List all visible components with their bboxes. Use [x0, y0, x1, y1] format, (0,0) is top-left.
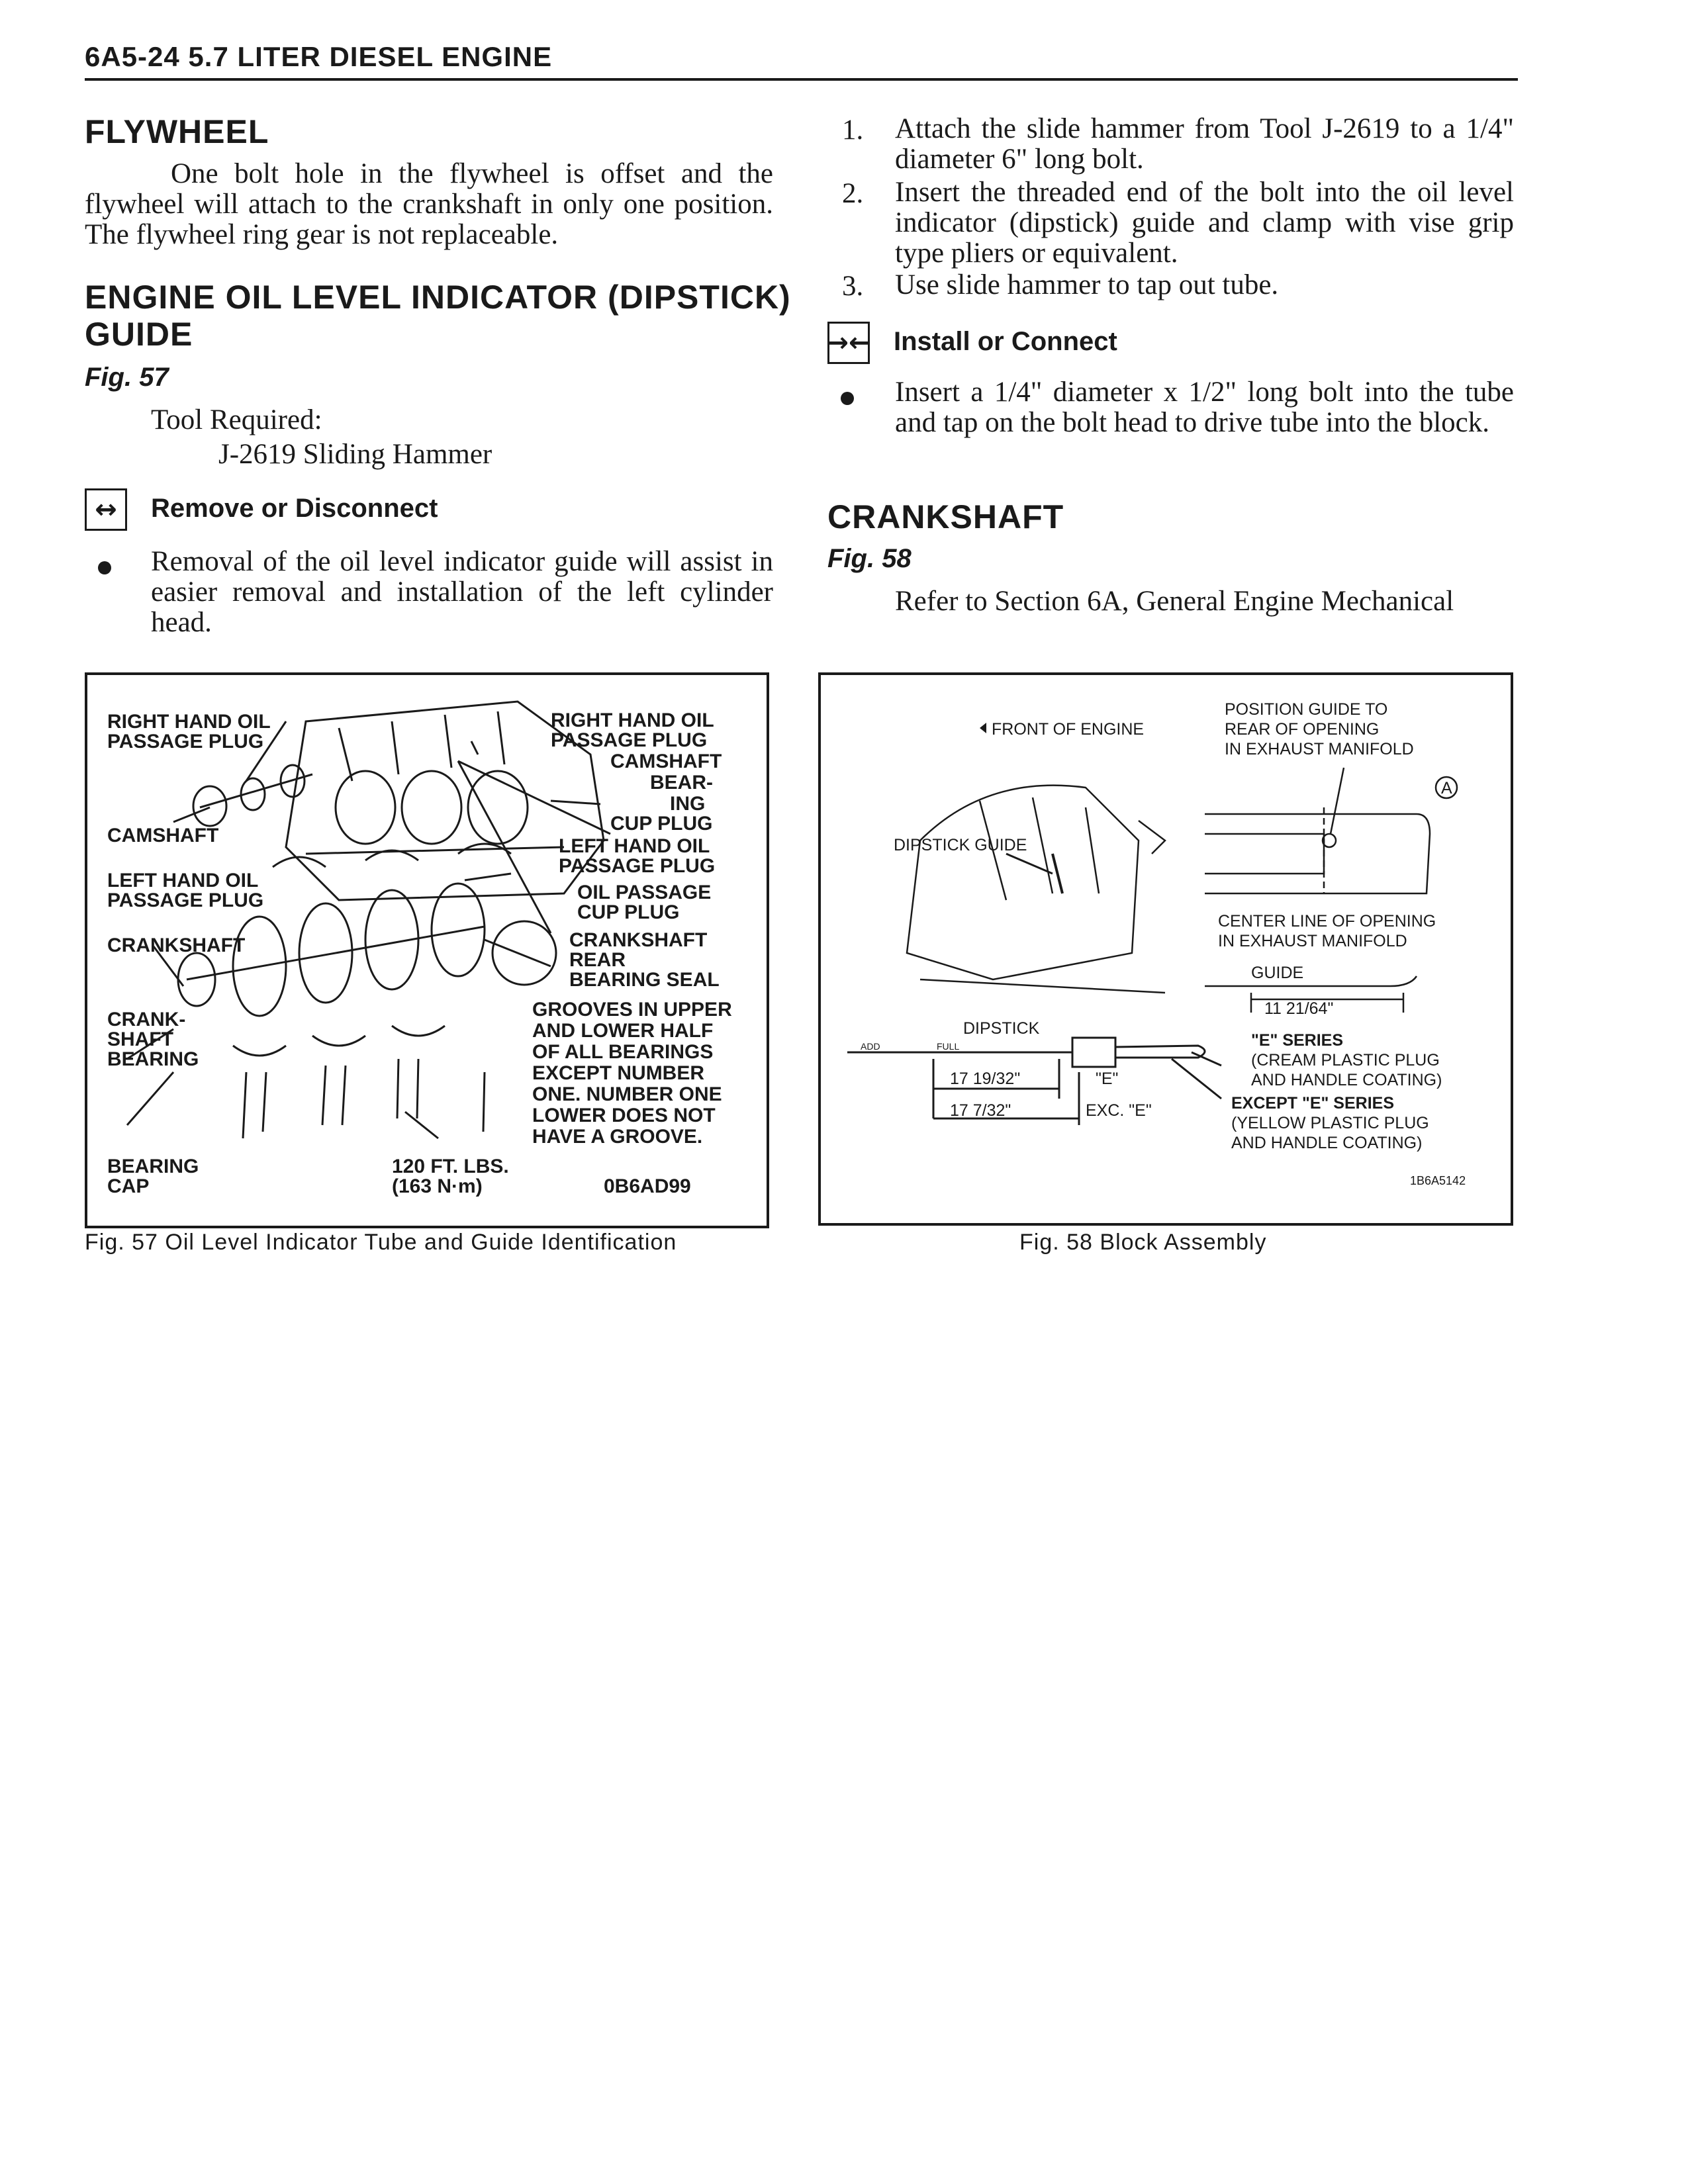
- fig58-label: AND HANDLE COATING): [1231, 1134, 1423, 1152]
- fig57-code: 0B6AD99: [604, 1175, 691, 1197]
- svg-text:BEAR-: [650, 772, 713, 794]
- svg-text:FRONT OF ENGINE: [992, 720, 1144, 739]
- fig58-label: ADD: [861, 1041, 880, 1052]
- svg-text:0B6AD99: [604, 1175, 691, 1197]
- svg-text:PASSAGE PLUG: [551, 729, 707, 751]
- svg-text:LEFT HAND OIL: [559, 835, 710, 857]
- fig58-label: "E": [1096, 1069, 1119, 1088]
- svg-text:11 21/64": [1264, 999, 1333, 1018]
- fig57-illustration: [87, 675, 767, 1226]
- svg-text:120 FT. LBS.: [392, 1156, 509, 1177]
- svg-text:PASSAGE PLUG: [107, 731, 263, 752]
- fig57-label: BEARING SEAL: [569, 969, 720, 991]
- fig58-code: 1B6A5142: [1410, 1174, 1466, 1187]
- fig57-label: PASSAGE PLUG: [107, 889, 264, 911]
- flywheel-title: FLYWHEEL: [85, 113, 269, 150]
- svg-text:BEARING SEAL: [569, 969, 720, 991]
- svg-text:SHAFT: [107, 1028, 173, 1050]
- svg-text:(163 N·m): [392, 1175, 483, 1197]
- fig58-label: FULL: [937, 1041, 960, 1052]
- svg-text:CAMSHAFT: [610, 751, 722, 772]
- front-arrow-icon: [980, 723, 986, 733]
- svg-text:17 19/32": [950, 1069, 1020, 1088]
- svg-text:REAR OF OPENING: [1225, 720, 1379, 739]
- fig58-label: (YELLOW PLASTIC PLUG: [1231, 1114, 1429, 1132]
- svg-text:(YELLOW PLASTIC PLUG: [1231, 1114, 1429, 1132]
- fig57-label: RIGHT HAND OIL: [107, 711, 271, 733]
- fig57-label: CAMSHAFT: [107, 825, 219, 846]
- fig58-label: IN EXHAUST MANIFOLD: [1225, 740, 1414, 758]
- svg-text:RIGHT HAND OIL: [551, 709, 714, 731]
- svg-text:LEFT HAND OIL: [107, 870, 258, 891]
- svg-text:GUIDE: [1251, 964, 1303, 982]
- fig57-label: SHAFT: [107, 1028, 173, 1050]
- fig58-dimension: 17 19/32": [950, 1069, 1021, 1088]
- crankshaft-title: CRANKSHAFT: [827, 498, 1064, 535]
- fig57-label: ONE. NUMBER ONE: [532, 1083, 722, 1105]
- fig57-label: LEFT HAND OIL: [107, 870, 259, 891]
- fig57-label: LOWER DOES NOT: [532, 1105, 716, 1126]
- fig58-label: DIPSTICK: [963, 1019, 1040, 1038]
- svg-text:CUP PLUG: [577, 901, 679, 923]
- svg-text:CRANKSHAFT: [569, 929, 707, 951]
- svg-text:CENTER LINE OF OPENING: [1218, 912, 1436, 931]
- svg-text:ONE. NUMBER ONE: [532, 1083, 722, 1105]
- svg-text:RIGHT HAND OIL: [107, 711, 271, 733]
- fig57-label: EXCEPT NUMBER: [532, 1062, 705, 1084]
- svg-text:PASSAGE PLUG: [559, 855, 715, 877]
- fig57-reference: Fig. 57: [85, 363, 169, 392]
- header-rule: [85, 78, 1518, 81]
- svg-text:(CREAM PLASTIC PLUG: [1251, 1051, 1440, 1069]
- fig57-label: BEAR-: [650, 772, 713, 794]
- svg-text:CAMSHAFT: [107, 825, 218, 846]
- svg-text:17 7/32": [950, 1101, 1011, 1120]
- svg-text:AND HANDLE COATING): [1231, 1134, 1422, 1152]
- fig58-label: IN EXHAUST MANIFOLD: [1218, 932, 1407, 950]
- fig57-label: CRANKSHAFT: [107, 934, 246, 956]
- install-text: Insert a 1/4" diameter x 1/2" long bolt into the tube and tap on the bolt head to drive tube into the block.: [895, 377, 1514, 438]
- fig57-label: CAP: [107, 1175, 150, 1197]
- tool-name: J-2619 Sliding Hammer: [218, 439, 492, 470]
- svg-text:OF ALL BEARINGS: [532, 1041, 713, 1063]
- fig57-label: ING: [670, 793, 706, 815]
- fig57-label: CRANKSHAFT: [569, 929, 708, 951]
- fig57-label: RIGHT HAND OIL: [551, 709, 714, 731]
- fig57-label: CAMSHAFT: [610, 751, 722, 772]
- dipstick-guide-title-line1: ENGINE OIL LEVEL INDICATOR (DIPSTICK): [85, 279, 791, 316]
- fig58-dimension: 17 7/32": [950, 1101, 1011, 1120]
- remove-disconnect-title: Remove or Disconnect: [151, 494, 438, 523]
- remove-text: Removal of the oil level indicator guide will assist in easier removal and installation of the left cylinder head.: [151, 546, 773, 638]
- fig58-label: "E" SERIES: [1251, 1031, 1344, 1050]
- fig57-label: CUP PLUG: [577, 901, 680, 923]
- svg-text:FULL: [937, 1041, 959, 1052]
- svg-text:EXCEPT "E" SERIES: [1231, 1094, 1394, 1113]
- svg-text:DIPSTICK: [963, 1019, 1040, 1038]
- svg-text:PASSAGE PLUG: [107, 889, 263, 911]
- fig57-label: CRANK-: [107, 1009, 186, 1030]
- fig57-label: PASSAGE PLUG: [107, 731, 264, 752]
- dipstick-drawing: [847, 1038, 1221, 1125]
- fig58-box: [818, 672, 1513, 1226]
- fig58-label: (CREAM PLASTIC PLUG: [1251, 1051, 1440, 1069]
- fig57-label: LEFT HAND OIL: [559, 835, 710, 857]
- fig58-label: POSITION GUIDE TO: [1225, 700, 1388, 719]
- svg-text:AND LOWER HALF: [532, 1020, 713, 1042]
- svg-text:EXC. "E": [1086, 1101, 1152, 1120]
- fig57-torque-label: (163 N·m): [392, 1175, 483, 1197]
- svg-text:BEARING: [107, 1048, 199, 1070]
- svg-text:OIL PASSAGE: [577, 882, 711, 903]
- svg-text:BEARING: [107, 1156, 199, 1177]
- svg-text:A: [1441, 779, 1452, 797]
- fig58-label: FRONT OF ENGINE: [992, 720, 1145, 739]
- dipstick-guide-title-line2: GUIDE: [85, 316, 193, 353]
- page-header: 6A5-24 5.7 LITER DIESEL ENGINE: [85, 41, 553, 72]
- step-number: 1.: [842, 114, 864, 146]
- svg-text:REAR: [569, 949, 626, 971]
- step-text: Use slide hammer to tap out tube.: [895, 269, 1279, 300]
- step-text: Attach the slide hammer from Tool J-2619 to a 1/4" diameter 6" long bolt.: [895, 113, 1514, 175]
- fig58-label: EXC. "E": [1086, 1101, 1152, 1120]
- fig57-label: HAVE A GROOVE.: [532, 1126, 703, 1148]
- fig58-circle-a: A: [1441, 779, 1452, 797]
- fig58-label: CENTER LINE OF OPENING: [1218, 912, 1436, 931]
- svg-text:GROOVES IN UPPER: [532, 999, 732, 1021]
- svg-text:CRANKSHAFT: [107, 934, 245, 956]
- fig57-caption: Fig. 57 Oil Level Indicator Tube and Guide Identification: [85, 1230, 677, 1255]
- fig57-label: CUP PLUG: [610, 813, 713, 835]
- flywheel-text: One bolt hole in the flywheel is offset and the flywheel will attach to the crankshaft in only one position. The flywheel ring gear is not replaceable.: [85, 158, 773, 250]
- fig57-label: BEARING: [107, 1156, 199, 1177]
- svg-text:ADD: [861, 1041, 880, 1052]
- svg-text:ING: [670, 793, 705, 815]
- fig57-label: PASSAGE PLUG: [559, 855, 716, 877]
- svg-text:CRANK-: [107, 1009, 185, 1030]
- fig57-label: REAR: [569, 949, 626, 971]
- fig57-label: OF ALL BEARINGS: [532, 1041, 714, 1063]
- svg-text:IN EXHAUST MANIFOLD: [1218, 932, 1407, 950]
- svg-text:LOWER DOES NOT: [532, 1105, 716, 1126]
- svg-text:AND HANDLE COATING): [1251, 1071, 1442, 1089]
- fig58-dimension: 11 21/64": [1264, 999, 1334, 1018]
- fig58-label: EXCEPT "E" SERIES: [1231, 1094, 1394, 1113]
- step-text: Insert the threaded end of the bolt into the oil level indicator (dipstick) guide and clamp with vise grip type pliers or equivalent.: [895, 177, 1514, 269]
- fig57-label: BEARING: [107, 1048, 199, 1070]
- fig58-label: GUIDE: [1251, 964, 1304, 982]
- fig58-reference: Fig. 58: [827, 544, 912, 573]
- svg-text:"E" SERIES: [1251, 1031, 1343, 1050]
- svg-text:"E": [1096, 1069, 1118, 1088]
- svg-text:HAVE A GROOVE.: [532, 1126, 702, 1148]
- step-number: 2.: [842, 178, 864, 209]
- fig58-illustration: [821, 675, 1511, 1223]
- svg-text:1B6A5142: [1410, 1174, 1466, 1187]
- fig57-label: OIL PASSAGE: [577, 882, 712, 903]
- crankshaft-text: Refer to Section 6A, General Engine Mechanical: [895, 586, 1454, 617]
- svg-text:EXCEPT NUMBER: [532, 1062, 704, 1084]
- fig58-label: REAR OF OPENING: [1225, 720, 1380, 739]
- fig57-label: PASSAGE PLUG: [551, 729, 708, 751]
- fig57-label: GROOVES IN UPPER: [532, 999, 732, 1021]
- remove-disconnect-icon: ↔: [85, 488, 127, 531]
- fig58-label: DIPSTICK GUIDE: [894, 836, 1027, 854]
- svg-text:CUP PLUG: [610, 813, 712, 835]
- fig58-caption: Fig. 58 Block Assembly: [1019, 1230, 1267, 1255]
- manifold-detail: [1205, 768, 1457, 893]
- install-connect-icon: →←: [827, 322, 870, 364]
- step-number: 3.: [842, 271, 864, 302]
- fig57-label: AND LOWER HALF: [532, 1020, 714, 1042]
- bullet: [98, 561, 111, 574]
- engine-sketch: [907, 786, 1165, 993]
- tool-required-label: Tool Required:: [151, 404, 322, 435]
- svg-text:DIPSTICK GUIDE: [894, 836, 1027, 854]
- fig58-label: AND HANDLE COATING): [1251, 1071, 1442, 1089]
- svg-text:CAP: [107, 1175, 149, 1197]
- svg-text:POSITION GUIDE TO: [1225, 700, 1387, 719]
- fig57-box: [85, 672, 769, 1228]
- fig57-torque-label: 120 FT. LBS.: [392, 1156, 509, 1177]
- svg-text:IN EXHAUST MANIFOLD: [1225, 740, 1414, 758]
- bullet: [841, 392, 854, 405]
- install-connect-title: Install or Connect: [894, 327, 1117, 356]
